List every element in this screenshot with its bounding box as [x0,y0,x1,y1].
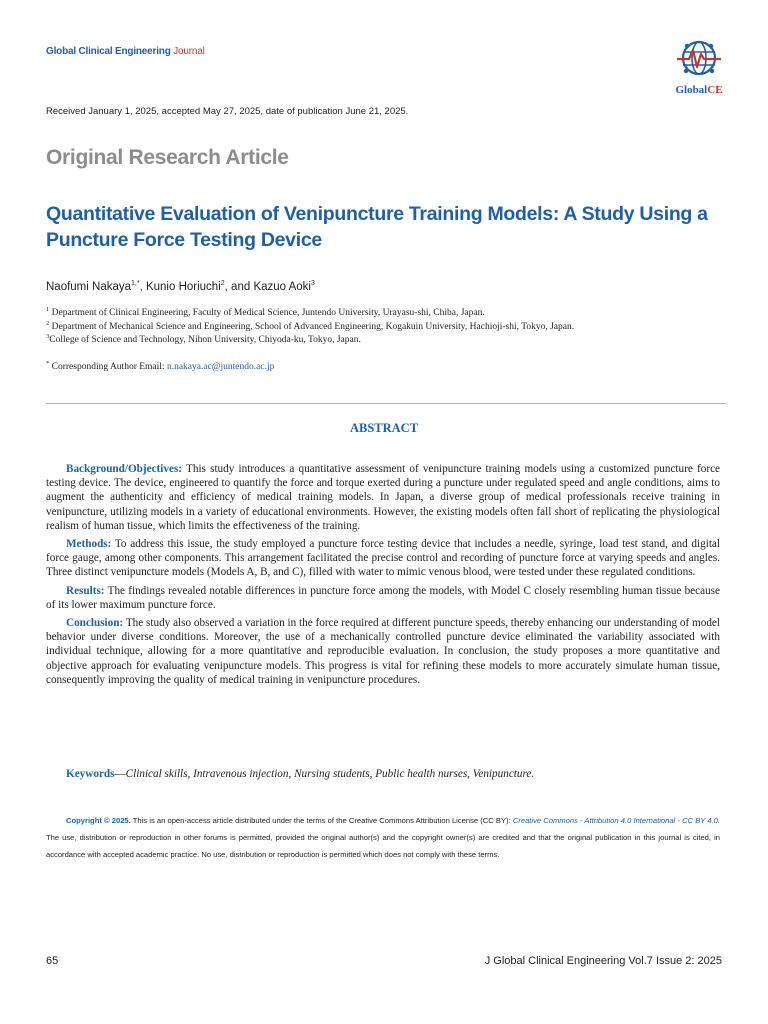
copyright-notice [46,812,720,863]
footer-journal-citation: J Global Clinical Engineering Vol.7 Issue 2: 2025 [484,955,722,967]
affiliation-3-text: College of Science and Technology, Nihon University, Chiyoda-ku, Tokyo, Japan. [49,335,361,346]
received-dates: Received January 1, 2025, accepted May 27, 2025, date of publication June 21, 2025. [46,106,409,117]
author-1: Naofumi Nakaya [46,280,132,293]
abstract-heading: ABSTRACT [349,421,419,435]
background-text: This study introduces a quantitative assessment of venipuncture training models using a customized puncture force testing device. The device, engineered to quantify the force and torque exerted during a puncture under regulated speed and angle conditions, aims to augment the authenticity and efficiency of medical training models. In Japan, a diverse group of medical professionals receive training in venipuncture, utilizing models in a variety of educational environments. However, the existing models often fall short of replicating the physiological realism of human tissue, which limits the effectiveness of the training. [46,463,720,532]
author-1-affiliation: 1,* [131,280,140,287]
affiliation-1-marker: 1 [46,306,50,313]
author-list [46,280,315,293]
journal-logo [674,38,724,100]
abstract-results [46,584,720,612]
license-link[interactable]: Creative Commons - Attribution 4.0 International - CC BY 4.0. [512,816,720,825]
page-number: 65 [46,955,59,967]
copyright-text-2: The use, distribution or reproduction in other forums is permitted, provided the original author(s) and the copyright owner(s) are credited and that the original publication in this journal is cited, in accordance with accepted academic practice. No use, distribution or reproduction is permitted which does not comply with these terms. [46,833,720,859]
methods-label: Methods: [66,538,112,551]
logo-text [674,84,724,96]
keywords-label: Keywords [66,768,115,780]
keywords-text: Clinical skills, Intravenous injection, Nursing students, Public health nurses, Venipuncture. [125,768,535,780]
author-3-affiliation: 3 [310,280,315,287]
conclusion-label: Conclusion: [66,617,124,630]
keywords [66,768,534,780]
abstract-background [46,462,720,533]
journal-name-part1: Global Clinical Engineering [46,46,171,57]
affiliation-3 [46,333,361,345]
section-divider [46,403,726,404]
keywords-dash: — [114,768,126,780]
globe-heartbeat-icon [674,38,724,84]
affiliation-2-text: Department of Mechanical Science and Engineering, School of Advanced Engineering, Kogakuin University, Hachioji-shi, Tokyo, Japan. [51,322,575,333]
results-text: The findings revealed notable differences in puncture force among the models, with Model C closely resembling human tissue because of its lower maximum puncture force. [46,584,720,611]
corresponding-email-link[interactable]: n.nakaya.ac@juntendo.ac.jp [166,362,275,373]
conclusion-text: The study also observed a variation in the force required at different puncture speeds, thereby enhancing our understanding of model behavior under diverse conditions. Moreover, the use of a mechanically controlled puncture device eliminated the variability associated with individual technique, allowing for a more quantitative and reproducible evaluation. In conclusion, the study proposes a more quantitative and objective approach for evaluating venipuncture models. This progress is vital for refining these models to more accurately simulate human tissue, consequently improving the quality of medical training in venipuncture procedures. [46,617,720,686]
corresponding-author [46,360,274,372]
corresponding-marker: * [46,360,50,367]
affiliation-3-marker: 3 [46,333,50,340]
logo-text-part2: CE [707,84,723,96]
corresponding-label: Corresponding Author Email: [51,362,167,373]
author-2: , Kunio Horiuchi [139,280,221,293]
journal-name [46,46,205,57]
abstract-body [46,462,720,691]
affiliation-2 [46,320,574,332]
results-label: Results: [66,584,105,597]
copyright-text-1: This is an open-access article distributed under the terms of the Creative Commons Attribution License (CC BY): [130,816,513,825]
copyright-label: Copyright © 2025. [66,816,131,825]
background-label: Background/Objectives: [66,463,183,475]
methods-text: To address this issue, the study employed a puncture force testing device that includes a needle, syringe, load test stand, and digital force gauge, among other components. This arrangement facilitated the precise control and recording of puncture force at varying speeds and angles. Three distinct venipuncture models (Models A, B, and C), filled with water to mimic venous blood, were tested under these regulated conditions. [46,538,720,579]
author-3: , and Kazuo Aoki [224,280,311,293]
journal-name-part2: Journal [173,46,205,57]
article-type: Original Research Article [46,146,289,169]
author-2-affiliation: 2 [220,280,225,287]
abstract-conclusion [46,616,720,687]
affiliation-1 [46,306,485,318]
abstract-methods [46,537,720,580]
article-title: Quantitative Evaluation of Venipuncture Training Models: A Study Using a Puncture Force Testing Device [46,203,708,251]
logo-text-part1: Global [675,84,708,96]
affiliation-2-marker: 2 [46,320,50,327]
affiliation-1-text: Department of Clinical Engineering, Faculty of Medical Science, Juntendo University, Urayasu-shi, Chiba, Japan. [51,308,485,319]
